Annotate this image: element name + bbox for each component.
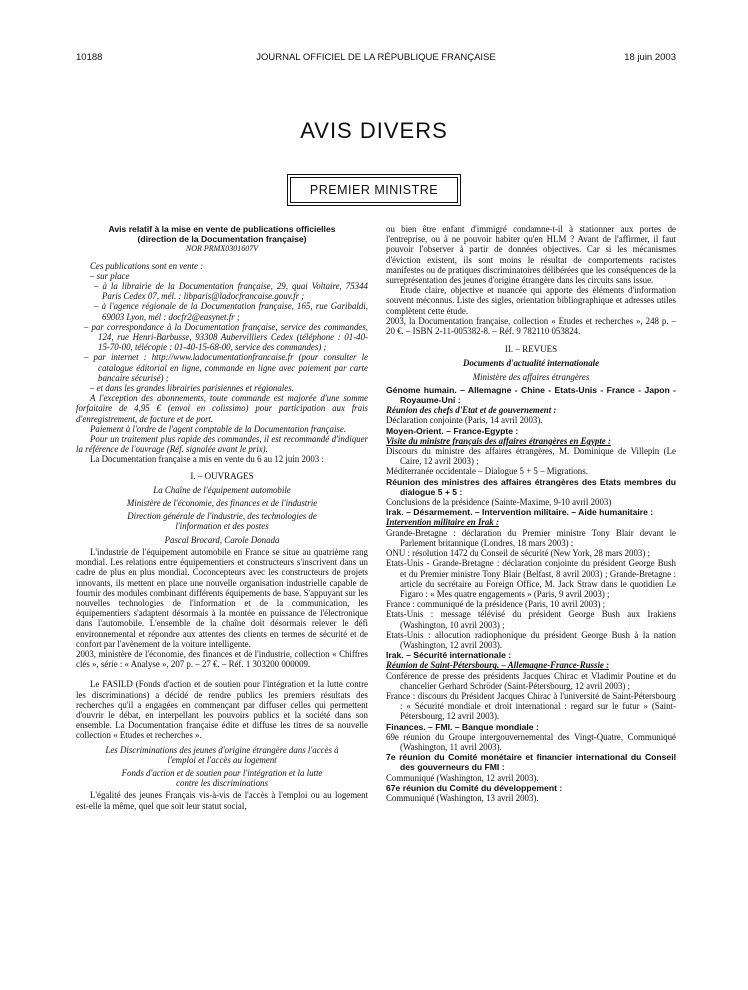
issue-date: 18 juin 2003 xyxy=(624,52,676,63)
payment-note: Paiement à l'ordre de l'agent comptable de la Documentation française. xyxy=(90,423,347,434)
notice-heading: Avis relatif à la mise en vente de publications officielles xyxy=(108,224,336,234)
work1-direction: Direction générale de l'industrie, des technologies de l'information et des postes xyxy=(127,511,317,532)
work1-summary: L'industrie de l'équipement automobile en France se situe au quatrième rang mondial. Les relations entre équipementiers et constructeurs s'inscrivent dans un cadre de plus en plus mondial. Coconcepteurs avec les constructeurs de projets innovants, ils mettent en place une nouvelle organisation industrielle capable de fournir des modules combinant différents équipements de base. S'appuyant sur les nouvelles technologies de l'information et de la communication, les équipementiers s'adaptent désormais à la montée en puissance de l'électronique dans l'automobile. L'ensemble de la chaîne doit désormais relever le défi environnemental et répondre aux attentes des clients en termes de sécurité et de confort par l'avènement de la voiture intelligente. xyxy=(76,546,368,649)
topic-genome: Génome humain. – Allemagne - Chine - Etats-Unis - France - Japon - Royaume-Uni : xyxy=(386,384,676,406)
work2-summary-start: L'égalité des jeunes Français vis-à-vis de l'accès à l'emploi ou au logement est-elle la même, quel que soit leur statut social, xyxy=(76,790,368,811)
entry-mediterranean: Méditerranée occidentale – Dialogue 5 + 5 – Migrations. xyxy=(386,466,588,477)
topic-imf-committee: 7e réunion du Comité monétaire et financier international du Conseil des gouverneurs du FMI : xyxy=(386,752,676,773)
left-column xyxy=(76,224,368,811)
nor-reference: NOR PRMX0301607V xyxy=(185,244,259,254)
entry-imf-communique: Communiqué (Washington, 12 avril 2003). xyxy=(386,772,539,783)
work1-title: La Chaîne de l'équipement automobile xyxy=(153,484,291,495)
review-ministry: Ministère des affaires étrangères xyxy=(472,371,590,382)
entry-bush-radio: Etats-Unis : allocution radiophonique du président George Bush à la nation (Washington, 12 avril 2003). xyxy=(386,629,676,650)
topic-st-petersburg: Réunion de Saint-Pétersbourg. – Allemagne-France-Russie : xyxy=(386,660,610,671)
work2-reference: 2003, la Documentation française, collection « Etudes et recherches », 248 p. – 20 €. – ISBN 2-11-005382-8. – Réf. 9 782110 053824. xyxy=(386,315,676,337)
fasild-text: Le FASILD (Fonds d'action et de soutien pour l'intégration et la lutte contre les discriminations) a décidé de rendre publics les premiers résultats des recherches qu'il a engagées en commençant par diffuser celles qui permettent d'ouvrir le débat, en interpellant les pouvoirs publics et la société dans son ensemble. La Documentation française édite et diffuse les titres de sa nouvelle collection « Etudes et recherches ». xyxy=(76,679,368,741)
bullet-bookshops: – et dans les grandes librairies parisiennes et régionales. xyxy=(90,383,294,394)
page-title: AVIS DIVERS xyxy=(300,118,448,143)
topic-middle-east: Moyen-Orient. – France-Egypte : xyxy=(386,425,519,436)
section-ouvrages: I. – OUVRAGES xyxy=(190,470,254,481)
work2-description: Etude claire, objective et nuancée qui apporte des éléments d'information souvent méconnus. Liste des sigles, orientation bibliographique et adresses utiles complètent cette étude. xyxy=(386,285,676,316)
review-title: Documents d'actualité internationale xyxy=(462,358,600,369)
topic-finances: Finances. – FMI. – Banque mondiale : xyxy=(386,721,539,732)
section-box: PREMIER MINISTRE xyxy=(290,177,458,203)
entry-villepin: Discours du ministre des affaires étrangères, M. Dominique de Villepin (Le Caire, 12 avril 2003) ; xyxy=(386,446,676,467)
entry-press-conference: Conférence de presse des présidents Jacques Chirac et Vladimir Poutine et du chancelier Gerhard Schröder (Saint-Pétersbourg, 12 avril 2003) ; xyxy=(386,670,676,691)
entry-g24: 69e réunion du Groupe intergouvernemental des Vingt-Quatre, Communiqué (Washington, 11 avril 2003). xyxy=(386,731,676,752)
order-note: Pour un traitement plus rapide des commandes, il est recommandé d'indiquer la référence de l'ouvrage (Réf. signalée avant le prix). xyxy=(76,434,368,455)
topic-5plus5: Réunion des ministres des affaires étrangères des Etats membres du dialogue 5 + 5 : xyxy=(386,476,676,497)
work1-ministry: Ministère de l'économie, des finances et de l'industrie xyxy=(126,498,318,509)
topic-summit: Réunion des chefs d'Etat et de gouvernement : xyxy=(386,405,557,416)
entry-declaration: Déclaration conjointe (Paris, 14 avril 2003). xyxy=(386,415,543,426)
page-number: 10188 xyxy=(76,52,103,63)
topic-egypt-visit: Visite du ministre français des affaires étrangères en Egypte : xyxy=(386,435,611,446)
bullet-correspondence: – par correspondance à la Documentation française, service des commandes, 124, rue Henri-Barbusse, 93308 Aubervilliers Cedex (téléphone : 01-40-15-70-00, télécopie : 01-40-15-68-00, service des commandes) ; xyxy=(84,321,368,353)
journal-title: JOURNAL OFFICIEL DE LA RÉPUBLIQUE FRANÇAISE xyxy=(256,52,496,63)
work2-fund: Fonds d'action et de soutien pour l'intégration et la lutte contre les discriminations xyxy=(121,767,323,789)
notice-subheading: (direction de la Documentation française) xyxy=(137,234,307,245)
release-intro: La Documentation française a mis en vente du 6 au 12 juin 2003 : xyxy=(90,454,324,465)
intro-text: Ces publications sont en vente : xyxy=(90,260,204,271)
entry-onu: ONU : résolution 1472 du Conseil de sécurité (New York, 28 mars 2003) ; xyxy=(386,548,650,559)
section-revues: II. – REVUES xyxy=(504,344,558,355)
entry-bush-message: Etats-Unis : message télévisé du président George Bush aux Irakiens (Washington, 10 avril 2003) ; xyxy=(386,609,676,630)
entry-conclusions: Conclusions de la présidence (Sainte-Maxime, 9-10 avril 2003) xyxy=(386,497,612,508)
entry-belfast: Etats-Unis - Grande-Bretagne : déclaration conjointe du président George Bush et du Premier ministre Tony Blair (Belfast, 8 avril 2003) ; Grande-Bretagne : article du secrétaire au Foreign Office, M. Jack Straw dans le quotidien Le Figaro : « Mes quatre engagements » (Paris, 9 avril 2003) ; xyxy=(386,558,676,599)
work1-reference: 2003, ministère de l'économie, des finances et de l'industrie, collection « Chiffres clés », série : « Analyse », 207 p. – 27 €. – Réf. 1 303200 000009. xyxy=(76,648,368,670)
shipping-note: A l'exception des abonnements, toute commande est majorée d'une somme forfaitaire de 4,95 € (envoi en colissimo) pour participation aux frais d'enregistrement, de facture et de port. xyxy=(76,393,368,424)
entry-france-presidency: France : communiqué de la présidence (Paris, 10 avril 2003) ; xyxy=(386,599,606,610)
topic-intervention: Intervention militaire en Irak : xyxy=(386,517,499,528)
bullet-on-site: – sur place xyxy=(90,270,130,281)
bullet-lyon-agency: – à l'agence régionale de la Documentation française, 165, rue Garibaldi, 69003 Lyon, mél : docfr2@easynet.fr ; xyxy=(94,301,368,322)
bullet-internet: – par internet : http://www.ladocumentationfrancaise.fr (pour consulter le catalogue éditorial en ligne, commande en ligne avec paiement par carte bancaire sécurisé) ; xyxy=(84,352,368,383)
right-column xyxy=(386,224,676,803)
work1-authors: Pascal Brocard, Carole Donada xyxy=(164,534,280,545)
bullet-paris-shop: – à la librairie de la Documentation française, 29, quai Voltaire, 75344 Paris Cedex 07, mél. : libparis@ladocfrancaise.gouv.fr ; xyxy=(94,281,368,302)
topic-dev-committee: 67e réunion du Comité du développement : xyxy=(386,782,563,793)
topic-security: Irak. – Sécurité internationale : xyxy=(386,650,512,661)
topic-irak: Irak. – Désarmement. – Intervention militaire. – Aide humanitaire : xyxy=(386,507,654,518)
entry-chirac-speech: France : discours du Président Jacques Chirac à l'université de Saint-Pétersbourg : « Sécurité mondiale et droit international : regard sur le futur » (Saint-Pétersbourg, 12 avril 2003). xyxy=(386,690,676,722)
work2-summary-cont: ou bien être enfant d'immigré condamne-t-il à stationner aux portes de l'entreprise, ou à ne pouvoir habiter qu'en HLM ? Avant de l'affirmer, il faut pouvoir l'observer à partir de données objectives. Car si les mécanismes d'éviction existent, ils sont moins le résultat de comportements racistes manifestes ou de pratiques discriminatoires délibérées que les conséquences de la surreprésentation des jeunes d'origine étrangère dans les circuits sans issue. xyxy=(386,224,676,286)
entry-dev-communique: Communiqué (Washington, 13 avril 2003). xyxy=(386,792,539,803)
entry-blair: Grande-Bretagne : déclaration du Premier ministre Tony Blair devant le Parlement britannique (Londres, 18 mars 2003) ; xyxy=(386,527,676,548)
work2-title: Les Discriminations des jeunes d'origine étrangère dans l'accès à l'emploi et l'accès au logement xyxy=(105,744,339,765)
